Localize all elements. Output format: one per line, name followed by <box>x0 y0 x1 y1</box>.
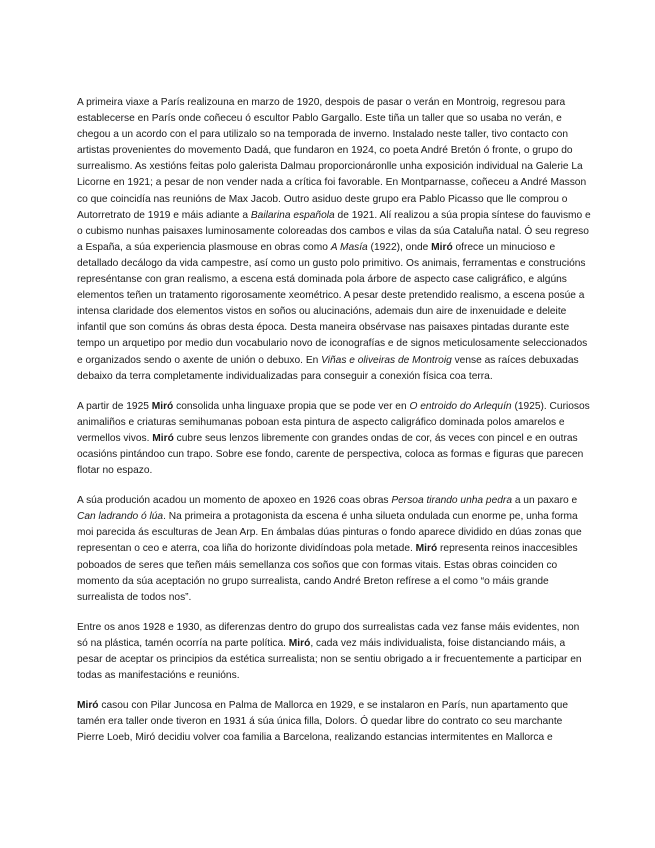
paragraph-2 <box>77 399 592 479</box>
text-run: vense as raíces debuxadas debaixo da terra completamente individualizadas para conseguir a conexión física coa terra. <box>77 354 579 382</box>
italic-title: Persoa tirando unha pedra <box>391 495 512 507</box>
text-run: . Na primeira a protagonista da escena é unha silueta ondulada cun enorme pe, unha forma moi parecida ás esculturas de Jean Arp. En ámbalas dúas pinturas o fondo aparece dividido en dúas zonas que representan o ceo e aterra, coa liña do horizonte dividíndoas pola metade. <box>77 511 582 555</box>
text-run: de 1921. Alí realizou a súa propia síntese do fauvismo e o cubismo nunhas paisaxes luminosamente coloreadas dos cambos e vilas da súa Cataluña natal. Ó seu regreso a España, a súa experiencia plasmouse en obras como <box>77 209 591 253</box>
paragraph-1 <box>77 95 592 385</box>
paragraph-4 <box>77 620 592 684</box>
text-run: ofrece un minucioso e detallado decálogo da vida campestre, así como un gusto polo primitivo. Os animais, ferramentas e construcións represéntanse con gran realismo, a escena está dominada pola árbore de aspecto case caligráfico, e algúns elementos teñen un tratamento rigorosamente xeométrico. A pesar deste pretendido realismo, a escena posúe a intensa claridade dos elementos vistos en soños ou alucinacións, ademais dun aire de inxenuidade e deleite infantil que son comúns ás obras desta época. Desta maneira obsérvase nas paisaxes pintadas durante este tempo un arquetipo por medio dun vocabulario novo de iconografías e de signos meticulosamente seleccionados e organizados sendo o axente de unión o debuxo. En <box>77 241 588 366</box>
italic-title: A Masía <box>330 241 368 253</box>
paragraph-5 <box>77 698 592 746</box>
bold-text: Miró <box>415 543 438 555</box>
bold-text: Miró <box>288 637 311 649</box>
document-body <box>77 95 592 760</box>
italic-title: Can ladrando ó lúa <box>77 511 164 523</box>
text-run: (1922), onde <box>367 241 432 253</box>
text-run: representa reinos inaccesibles poboados de seres que teñen máis semellanza cos soños que con formas vitais. Estas obras coinciden co momento da súa aceptación no grupo surrealista, cando André Breton refírese a el como “o máis grande surrealista de todos nos”. <box>77 543 578 603</box>
paragraph-3 <box>77 493 592 606</box>
text-run: , cada vez máis individualista, foise distanciando máis, a pesar de aceptar os principios da estética surrealista; non se sentiu obrigado a ir frecuentemente a participar en todas as manifestacións e reunións. <box>77 637 582 682</box>
italic-title: Bailarina española <box>250 209 335 221</box>
text-run: A partir de 1925 <box>77 400 152 412</box>
text-run: (1925). Curiosos animaliños e criaturas semihumanas poboan esta pintura de aspecto caligráfico dominada polos amarelos e vermellos vivos. <box>77 400 590 444</box>
bold-text: Miró <box>431 241 453 253</box>
bold-text: Miró <box>151 400 174 412</box>
text-run: a un paxaro e <box>511 495 578 507</box>
bold-text: Miró <box>152 432 174 444</box>
text-run: cubre seus lenzos libremente con grandes ondas de cor, ás veces con pincel e en outras ocasións pintándoo cun trapo. Sobre ese fondo, carente de perspectiva, coloca as formas e figuras que parecen flotar no espazo. <box>77 432 584 477</box>
italic-title: O entroido do Arlequín <box>409 400 512 412</box>
italic-title: Viñas e oliveiras de Montroig <box>321 354 452 366</box>
text-run: A primeira viaxe a París realizouna en marzo de 1920, despois de pasar o verán en Montroig, regresou para establecerse en París onde coñeceu ó escultor Pablo Gargallo. Este tiña un taller que so usaba no verán, e chegou a un acordo con el para utilizalo so na temporada de inverno. Instalado neste taller, tivo contacto con artistas provenientes do movemento Dadá, que fundaron en 1924, co poeta André Bretón ó fronte, o grupo do surrealismo. As xestións feitas polo galerista Dalmau proporcionáronlle unha exposición individual na Galerie La Licorne en 1921; a pesar de non vender nada a crítica foi favorable. En Montparnasse, coñeceu a André Masson co que coincidía nas reunións de Max Jacob. Outro asiduo deste grupo era Pablo Picasso que lle comprou o Autorretrato de 1919 e máis adiante a <box>77 97 587 221</box>
bold-text: Miró <box>77 700 99 712</box>
text-run: consolida unha linguaxe propia que se pode ver en <box>173 400 410 412</box>
text-run: A súa produción acadou un momento de apoxeo en 1926 coas obras <box>77 495 392 507</box>
text-run: casou con Pilar Juncosa en Palma de Mallorca en 1929, e se instalaron en París, nun apartamento que tamén era taller onde tiveron en 1931 á súa única filla, Dolors. Ó quedar libre do contrato co seu marchante Pierre Loeb, Miró decidiu volver coa familia a Barcelona, realizando estancias intermitentes en Mallorca e <box>77 700 568 744</box>
text-run: Entre os anos 1928 e 1930, as diferenzas dentro do grupo dos surrealistas cada vez fanse máis evidentes, non só na plástica, tamén ocorría na parte política. <box>77 621 580 649</box>
